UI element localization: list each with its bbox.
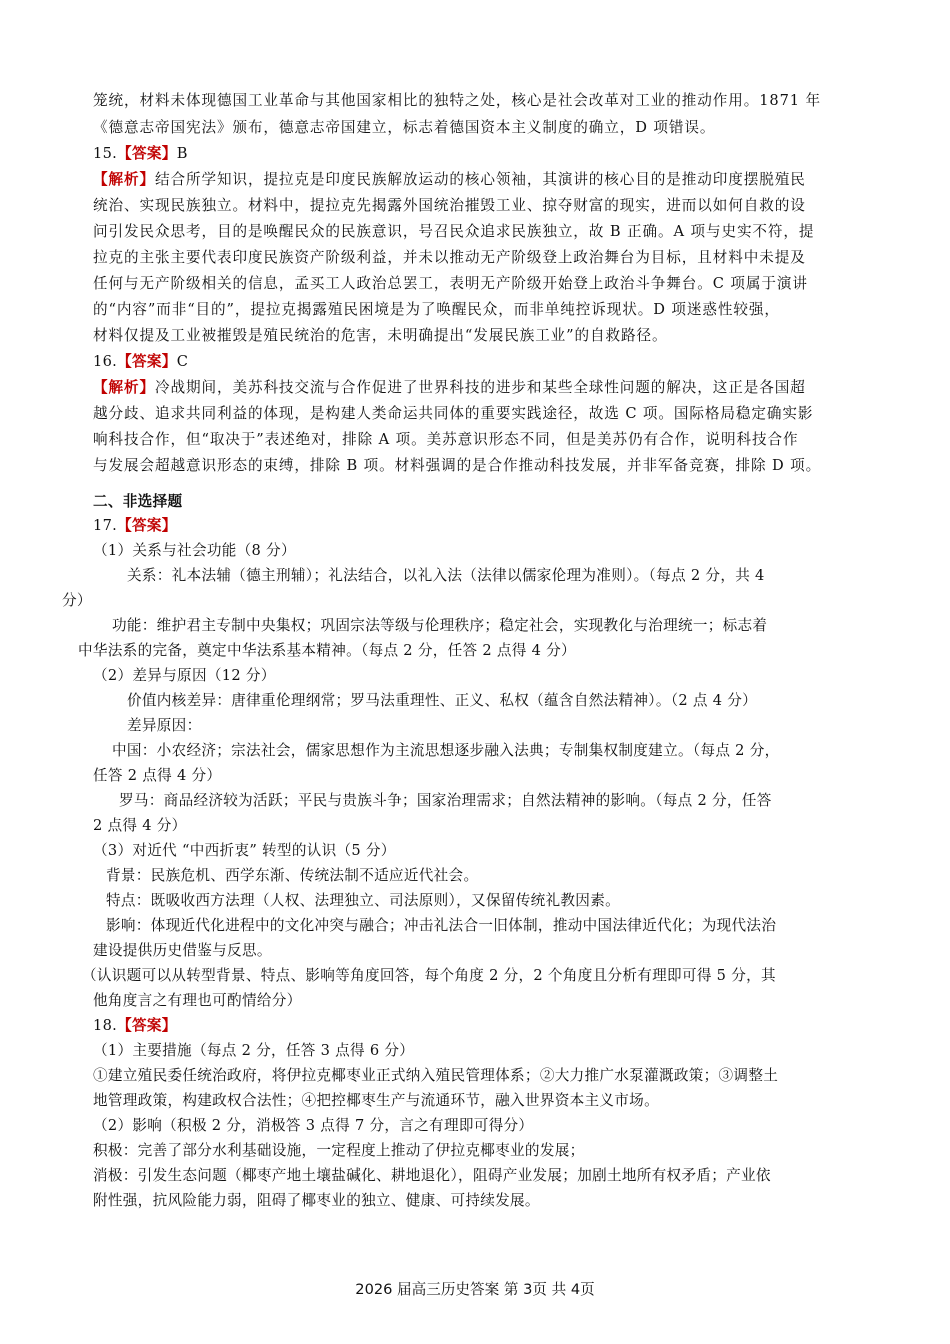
q16-answer-line [93,352,188,372]
q17-part3-features: 特点：既吸收西方法理（人权、法理独立、司法原则），又保留传统礼教因素。 [106,892,620,909]
q15-analysis-line-4: 拉克的主张主要代表印度民族资产阶级利益，并未以推动无产阶级登上政治舞台为目标，且材料中未提及 [93,249,806,266]
q15-analysis-label: 【解析】 [93,171,155,188]
q17-part1-title: （1）关系与社会功能（8 分） [93,542,296,559]
q15-analysis-line-7: 材料仅提及工业被摧毁是殖民统治的危害，未明确提出“发展民族工业”的自救路径。 [93,327,668,344]
q17-part3-effect-line-2: 建设提供历史借鉴与反思。 [93,942,272,959]
q17-part1-function-line-2: 中华法系的完备，奠定中华法系基本精神。（每点 2 分，任答 2 点得 4 分） [78,642,576,659]
q16-answer-value: C [176,353,189,370]
q17-part2-value-difference: 价值内核差异：唐律重伦理纲常；罗马法重理性、正义、私权（蕴含自然法精神）。（2 点 4 分） [127,692,758,709]
page-footer: 2026 届高三历史答案 第 3页 共 4页 [355,1281,595,1298]
q18-part2-title: （2）影响（积极 2 分，消极答 3 点得 7 分，言之有理即可得分） [93,1117,534,1134]
q17-part3-title: （3）对近代 “中西折衷” 转型的认识（5 分） [93,842,396,859]
q16-analysis-line-3: 响科技合作，但“取决于”表述绝对，排除 A 项。美苏意识形态不同，但是美苏仍有合作，说明科技合作 [93,431,799,448]
q17-part3-background: 背景：民族危机、西学东渐、传统法制不适应近代社会。 [106,867,479,884]
q17-part1-function-line-1: 功能：维护君主专制中央集权；巩固宗法等级与伦理秩序；稳定社会，实现教化与治理统一；标志着 [112,617,768,634]
q17-part2-rome-line-1: 罗马：商品经济较为活跃；平民与贵族斗争；国家治理需求；自然法精神的影响。（每点 2 分，任答 [119,792,772,809]
q17-part2-title: （2）差异与原因（12 分） [93,667,276,684]
q16-analysis-label: 【解析】 [93,379,155,396]
q16-analysis-text-1: 冷战期间，美苏科技交流与合作促进了世界科技的进步和某些全球性问题的解决，这正是各国超 [154,379,806,396]
q17-part3-effect-line-1: 影响：体现近代化进程中的文化冲突与融合；冲击礼法合一旧体制，推动中国法律近代化；为现代法治 [106,917,777,934]
q17-part1-relation-line-2: 分） [62,592,92,609]
q18-part2-negative-line-2: 附性强，抗风险能力弱，阻碍了椰枣业的独立、健康、可持续发展。 [93,1192,540,1209]
q17-part2-rome-line-2: 2 点得 4 分） [93,817,187,834]
q16-analysis-line-1 [93,378,806,398]
q16-answer-label: 【答案】 [117,353,177,370]
section-title: 二、非选择题 [93,493,183,510]
q15-answer-label: 【答案】 [117,145,177,162]
q15-analysis-line-1 [93,170,806,190]
q15-answer-line [93,144,188,164]
q18-part2-negative-line-1: 消极：引发生态问题（椰枣产地土壤盐碱化、耕地退化），阻碍产业发展；加剧土地所有权矛盾；产业依 [93,1167,771,1184]
q15-analysis-line-2: 统治、实现民族独立。材料中，提拉克先揭露外国统治摧毁工业、掠夺财富的现实，进而以如何自救的设 [93,197,806,214]
q17-part2-china-line-1: 中国：小农经济；宗法社会，儒家思想作为主流思想逐步融入法典；专制集权制度建立。（每点 2 分， [112,742,780,759]
q17-part3-note-line-2: 他角度言之有理也可酌情给分） [93,992,302,1009]
q18-answer-label: 【答案】 [117,1017,177,1034]
q15-analysis-line-5: 任何与无产阶级相关的信息，孟买工人政治总罢工，表明无产阶级开始登上政治斗争舞台。C 项属于演讲 [93,275,808,292]
q16-analysis-line-2: 越分歧、追求共同利益的体现，是构建人类命运共同体的重要实践途径，故选 C 项。国际格局稳定确实影 [93,405,814,422]
q18-number: 18. [93,1017,118,1034]
top-paragraph-line-2: 《德意志帝国宪法》颁布，德意志帝国建立，标志着德国资本主义制度的确立，D 项错误。 [93,119,716,136]
q17-answer-label: 【答案】 [117,517,177,534]
q17-answer-line [93,516,177,536]
q15-analysis-line-3: 问引发民众思考，目的是唤醒民众的民族意识，号召民众追求民族独立，故 B 正确。A 项与史实不符，提 [93,223,815,240]
q18-part1-line-2: 地管理政策，构建政权合法性；④把控椰枣生产与流通环节，融入世界资本主义市场。 [93,1092,659,1109]
q18-answer-line [93,1016,177,1036]
q15-number: 15. [93,145,118,162]
q17-number: 17. [93,517,118,534]
q16-number: 16. [93,353,118,370]
q16-analysis-line-4: 与发展会超越意识形态的束缚，排除 B 项。材料强调的是合作推动科技发展，并非军备竞赛，排除 D 项。 [93,457,822,474]
q17-part3-note-line-1: （认识题可以从转型背景、特点、影响等角度回答，每个角度 2 分，2 个角度且分析有理即可得 5 分，其 [82,967,776,984]
q17-part2-reason-heading: 差异原因： [127,717,202,734]
q18-part2-positive: 积极：完善了部分水利基础设施，一定程度上推动了伊拉克椰枣业的发展； [93,1142,585,1159]
q15-answer-value: B [176,145,188,162]
q18-part1-title: （1）主要措施（每点 2 分，任答 3 点得 6 分） [93,1042,415,1059]
q15-analysis-line-6: 的“内容”而非“目的”，提拉克揭露殖民困境是为了唤醒民众，而非单纯控诉现状。D 项迷惑性较强， [93,301,780,318]
q17-part1-relation-line-1: 关系：礼本法辅（德主刑辅）；礼法结合，以礼入法（法律以儒家伦理为准则）。（每点 2 分，共 4 [127,567,765,584]
q17-part2-china-line-2: 任答 2 点得 4 分） [93,767,222,784]
top-paragraph-line-1: 笼统，材料未体现德国工业革命与其他国家相比的独特之处，核心是社会改革对工业的推动作用。1871 年 [93,92,822,109]
q15-analysis-text-1: 结合所学知识，提拉克是印度民族解放运动的核心领袖，其演讲的核心目的是推动印度摆脱殖民 [154,171,806,188]
q18-part1-line-1: ①建立殖民委任统治政府，将伊拉克椰枣业正式纳入殖民管理体系；②大力推广水泵灌溉政策；③调整土 [93,1067,779,1084]
